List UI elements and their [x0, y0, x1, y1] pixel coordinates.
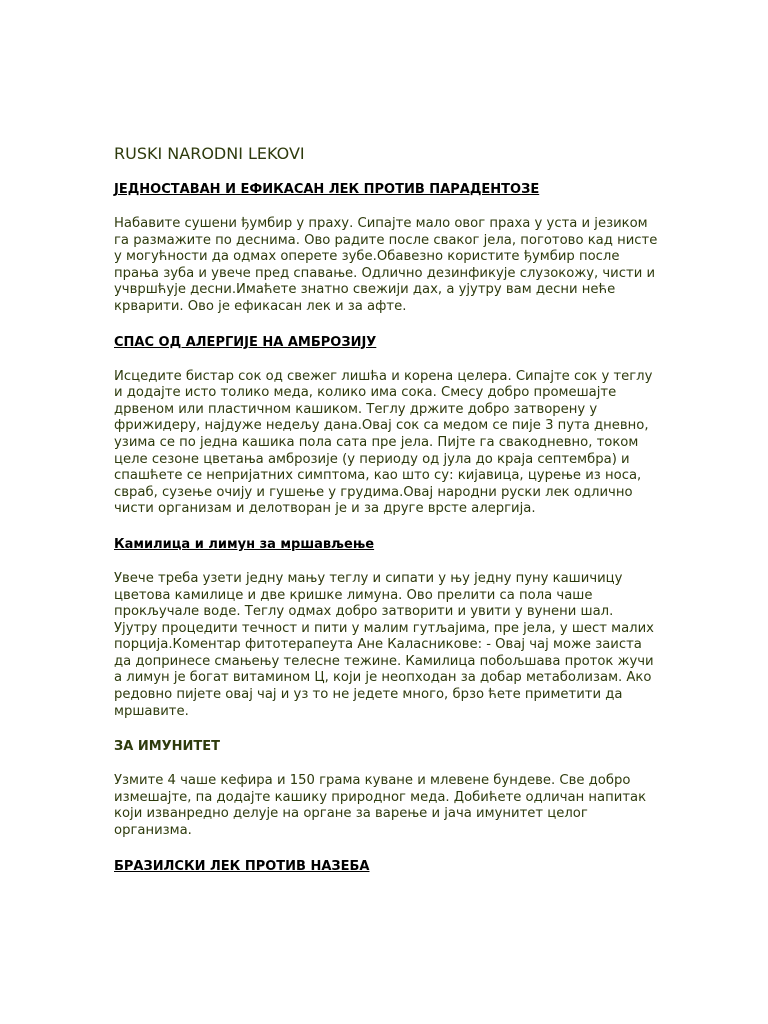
document-page	[114, 143, 659, 893]
section-heading-nazeb: БРАЗИЛСКИ ЛЕК ПРОТИВ НАЗЕБА	[114, 858, 370, 874]
section-heading-kamilica: Камилица и лимун за мршављење	[114, 536, 375, 552]
section-body-kamilica: Увече треба узети једну мању теглу и сипати у њу једну пуну кашичицу цветова камилице и две кришке лимуна. Ово прелити са пола чаше прокључале воде. Теглу одмах добро затворити и увити у вунени шал. Ујутру процедити течност и пити у малим гутљајима, пре јела, у шест малих порција.Коментар фитотерапеута Ане Каласникове: - Овај чај може заиста да допринесе смањењу телесне тежине. Камилица побољшава проток жучи а лимун је богат витамином Ц, који је неопходан за добар метаболизам. Ако редовно пијете овај чај и уз то не једете много, брзо ћете приметити да мршавите.	[114, 570, 654, 719]
section-heading-paradentoza: ЈЕДНОСТАВАН И ЕФИКАСАН ЛЕК ПРОТИВ ПАРАДЕНТОЗЕ	[114, 182, 540, 197]
section-heading-ambrozija: СПАС ОД АЛЕРГИЈЕ НА АМБРОЗИЈУ	[114, 334, 377, 350]
section-body-imunitet: Узмите 4 чаше кефира и 150 грама куване и млевене бундеве. Све добро измешајте, па додајте кашику природног меда. Добићете одличан напитак који изванредно делује на органе за варење и јача имунитет целог организма.	[114, 773, 647, 839]
section-heading-imunitet: ЗА ИМУНИТЕТ	[114, 739, 221, 755]
document-title: RUSKI NARODNI LEKOVI	[114, 144, 305, 163]
section-body-paradentoza: Набавите сушени ђумбир у праху. Сипајте мало овог праха у уста и језиком га размажите по деснима. Ово радите после сваког јела, поготово кад нисте у могућности да одмах оперете зубе.Обавезно користите ђумбир после прања зуба и увече пред спавање. Одлично дезинфикује слузокожу, чисти и учвршћује десни.Имаћете знатно свежији дах, а ујутру вам десни неће крварити. Ово је ефикасан лек и за афте.	[114, 216, 658, 314]
section-body-ambrozija: Исцедите бистар сок од свежег лишћа и корена целера. Сипајте сок у теглу и додајте исто толико меда, колико има сока. Смесу добро промешајте дрвеном или пластичном кашиком. Теглу држите добро затворену у фрижидеру, најдуже недељу дана.Овај сок са медом се пије 3 пута дневно, узима се по једна кашика пола сата пре јела. Пијте га свакодневно, током целе сезоне цветања амброзије (у периоду од јула до краја септембра) и спашћете се непријатних симптома, као што су: кијавица, цурење из носа, свраб, сузење очију и гушење у грудима.Овај народни руски лек одлично чисти организам и делотворан је и за друге врсте алергија.	[114, 368, 653, 517]
